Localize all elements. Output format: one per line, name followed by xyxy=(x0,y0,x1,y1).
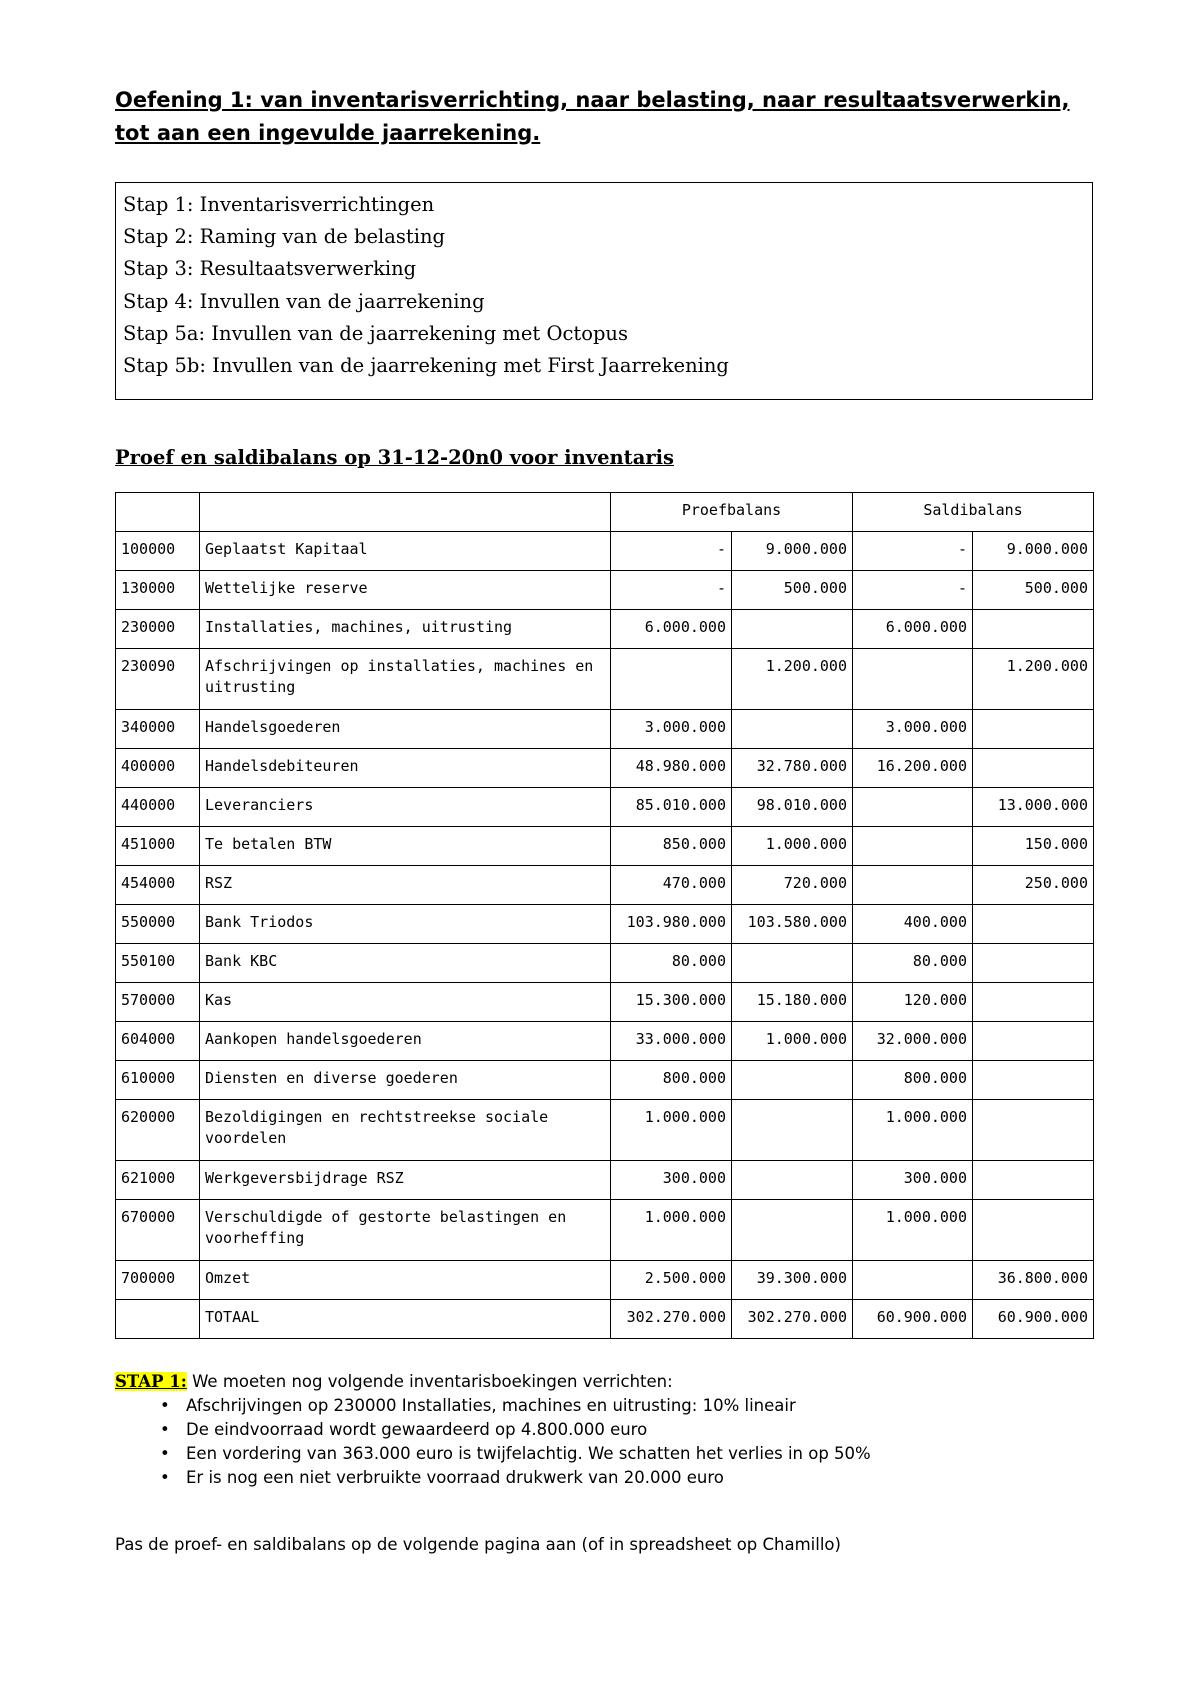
table-row xyxy=(116,1261,1094,1300)
table-row xyxy=(116,905,1094,944)
proef-debet-cell: - xyxy=(611,532,732,571)
proef-debet-cell: 85.010.000 xyxy=(611,788,732,827)
account-code-cell: 620000 xyxy=(116,1100,200,1161)
step-item: Stap 3: Resultaatsverwerking xyxy=(123,257,417,281)
proef-debet-cell: 6.000.000 xyxy=(611,610,732,649)
stap1-section xyxy=(115,1370,1105,1490)
account-code-cell: 570000 xyxy=(116,983,200,1022)
saldi-credit-cell: 36.800.000 xyxy=(973,1261,1094,1300)
saldi-debet-cell xyxy=(853,788,973,827)
proef-credit-cell xyxy=(732,610,853,649)
table-row xyxy=(116,710,1094,749)
saldi-debet-cell: - xyxy=(853,532,973,571)
proef-credit-cell: 98.010.000 xyxy=(732,788,853,827)
saldi-debet-cell: 1.000.000 xyxy=(853,1100,973,1161)
account-code-cell: 230000 xyxy=(116,610,200,649)
document-title-line-1: Oefening 1: van inventarisverrichting, naar belasting, naar resultaatsverwerkin, xyxy=(115,88,1070,112)
account-name-cell: TOTAAL xyxy=(200,1300,611,1339)
header-name-cell xyxy=(200,493,611,532)
proef-credit-cell: 302.270.000 xyxy=(732,1300,853,1339)
proef-debet-cell: 48.980.000 xyxy=(611,749,732,788)
table-header-row xyxy=(116,493,1094,532)
table-row xyxy=(116,1061,1094,1100)
steps-box xyxy=(115,182,1093,400)
account-code-cell: 100000 xyxy=(116,532,200,571)
saldi-debet-cell xyxy=(853,827,973,866)
table-row xyxy=(116,1022,1094,1061)
proef-credit-cell xyxy=(732,944,853,983)
document-title-line-2: tot aan een ingevulde jaarrekening. xyxy=(115,121,541,145)
saldi-debet-cell: 800.000 xyxy=(853,1061,973,1100)
account-name-cell: Bank KBC xyxy=(200,944,611,983)
account-code-cell: 610000 xyxy=(116,1061,200,1100)
account-code-cell: 230090 xyxy=(116,649,200,710)
saldi-debet-cell: 1.000.000 xyxy=(853,1200,973,1261)
proef-debet-cell: 3.000.000 xyxy=(611,710,732,749)
proef-debet-cell: 33.000.000 xyxy=(611,1022,732,1061)
table-row xyxy=(116,1100,1094,1161)
account-name-cell: Geplaatst Kapitaal xyxy=(200,532,611,571)
header-code-cell xyxy=(116,493,200,532)
account-code-cell: 340000 xyxy=(116,710,200,749)
saldi-debet-cell: 300.000 xyxy=(853,1161,973,1200)
proef-credit-cell: 1.000.000 xyxy=(732,1022,853,1061)
proef-credit-cell xyxy=(732,1200,853,1261)
proef-debet-cell: 103.980.000 xyxy=(611,905,732,944)
proef-debet-cell: 300.000 xyxy=(611,1161,732,1200)
saldi-debet-cell: 32.000.000 xyxy=(853,1022,973,1061)
proef-credit-cell: 1.200.000 xyxy=(732,649,853,710)
header-proefbalans: Proefbalans xyxy=(611,493,853,532)
saldi-credit-cell xyxy=(973,610,1094,649)
step-item: Stap 4: Invullen van de jaarrekening xyxy=(123,289,485,313)
account-name-cell: Handelsgoederen xyxy=(200,710,611,749)
account-name-cell: Handelsdebiteuren xyxy=(200,749,611,788)
table-row xyxy=(116,532,1094,571)
account-name-cell: Wettelijke reserve xyxy=(200,571,611,610)
saldi-debet-cell xyxy=(853,1261,973,1300)
saldi-debet-cell xyxy=(853,649,973,710)
account-code-cell: 670000 xyxy=(116,1200,200,1261)
saldi-credit-cell xyxy=(973,983,1094,1022)
proef-debet-cell: - xyxy=(611,571,732,610)
account-code-cell: 130000 xyxy=(116,571,200,610)
saldi-credit-cell: 9.000.000 xyxy=(973,532,1094,571)
saldi-debet-cell: 6.000.000 xyxy=(853,610,973,649)
account-name-cell: Werkgeversbijdrage RSZ xyxy=(200,1161,611,1200)
account-code-cell: 440000 xyxy=(116,788,200,827)
proef-credit-cell: 32.780.000 xyxy=(732,749,853,788)
account-name-cell: Afschrijvingen op installaties, machines en uitrusting xyxy=(200,649,611,710)
proef-debet-cell: 800.000 xyxy=(611,1061,732,1100)
account-name-cell: Omzet xyxy=(200,1261,611,1300)
saldi-debet-cell: 60.900.000 xyxy=(853,1300,973,1339)
list-item: • Er is nog een niet verbruikte voorraad drukwerk van 20.000 euro xyxy=(186,1466,1105,1490)
account-name-cell: Bezoldigingen en rechtstreekse sociale voordelen xyxy=(200,1100,611,1161)
account-name-cell: Aankopen handelsgoederen xyxy=(200,1022,611,1061)
proef-debet-cell: 1.000.000 xyxy=(611,1100,732,1161)
saldi-credit-cell: 250.000 xyxy=(973,866,1094,905)
table-row xyxy=(116,944,1094,983)
account-name-cell: Kas xyxy=(200,983,611,1022)
proef-credit-cell: 15.180.000 xyxy=(732,983,853,1022)
proef-credit-cell xyxy=(732,710,853,749)
account-name-cell: Bank Triodos xyxy=(200,905,611,944)
step-item: Stap 1: Inventarisverrichtingen xyxy=(123,193,435,216)
footer-note: Pas de proef- en saldibalans op de volgende pagina aan (of in spreadsheet op Chamillo) xyxy=(115,1535,841,1554)
proef-credit-cell: 9.000.000 xyxy=(732,532,853,571)
table-row xyxy=(116,788,1094,827)
proef-credit-cell xyxy=(732,1061,853,1100)
proef-debet-cell: 302.270.000 xyxy=(611,1300,732,1339)
saldi-debet-cell xyxy=(853,866,973,905)
list-item: • Een vordering van 363.000 euro is twijfelachtig. We schatten het verlies in op 50% xyxy=(186,1442,1105,1466)
account-name-cell: Diensten en diverse goederen xyxy=(200,1061,611,1100)
saldi-debet-cell: 400.000 xyxy=(853,905,973,944)
saldi-credit-cell xyxy=(973,749,1094,788)
saldi-debet-cell: - xyxy=(853,571,973,610)
account-code-cell: 604000 xyxy=(116,1022,200,1061)
list-item: • De eindvoorraad wordt gewaardeerd op 4.800.000 euro xyxy=(186,1418,1105,1442)
saldi-debet-cell: 120.000 xyxy=(853,983,973,1022)
proef-debet-cell: 15.300.000 xyxy=(611,983,732,1022)
table-row xyxy=(116,610,1094,649)
table-row xyxy=(116,749,1094,788)
table-row xyxy=(116,649,1094,710)
stap1-intro: We moeten nog volgende inventarisboekingen verrichten: xyxy=(186,1372,673,1391)
proef-credit-cell: 720.000 xyxy=(732,866,853,905)
saldi-credit-cell: 1.200.000 xyxy=(973,649,1094,710)
balance-table xyxy=(115,492,1094,1339)
step-item: Stap 2: Raming van de belasting xyxy=(123,225,446,249)
account-name-cell: RSZ xyxy=(200,866,611,905)
saldi-credit-cell: 60.900.000 xyxy=(973,1300,1094,1339)
step-item: Stap 5b: Invullen van de jaarrekening met First Jaarrekening xyxy=(123,354,729,378)
proef-debet-cell xyxy=(611,649,732,710)
table-row xyxy=(116,866,1094,905)
saldi-debet-cell: 16.200.000 xyxy=(853,749,973,788)
proef-credit-cell xyxy=(732,1161,853,1200)
account-code-cell xyxy=(116,1300,200,1339)
saldi-credit-cell: 13.000.000 xyxy=(973,788,1094,827)
table-row xyxy=(116,1161,1094,1200)
account-code-cell: 454000 xyxy=(116,866,200,905)
saldi-credit-cell xyxy=(973,1161,1094,1200)
list-item: • Afschrijvingen op 230000 Installaties, machines en uitrusting: 10% lineair xyxy=(186,1394,1105,1418)
proef-debet-cell: 1.000.000 xyxy=(611,1200,732,1261)
account-name-cell: Installaties, machines, uitrusting xyxy=(200,610,611,649)
proef-debet-cell: 2.500.000 xyxy=(611,1261,732,1300)
stap1-list xyxy=(115,1394,1105,1490)
proef-credit-cell: 103.580.000 xyxy=(732,905,853,944)
saldi-credit-cell xyxy=(973,1061,1094,1100)
stap1-label: STAP 1: xyxy=(115,1372,187,1391)
saldi-credit-cell xyxy=(973,905,1094,944)
table-row xyxy=(116,983,1094,1022)
table-row xyxy=(116,571,1094,610)
saldi-debet-cell: 3.000.000 xyxy=(853,710,973,749)
saldi-credit-cell xyxy=(973,944,1094,983)
account-name-cell: Leveranciers xyxy=(200,788,611,827)
saldi-debet-cell: 80.000 xyxy=(853,944,973,983)
proef-credit-cell xyxy=(732,1100,853,1161)
account-code-cell: 550100 xyxy=(116,944,200,983)
account-code-cell: 700000 xyxy=(116,1261,200,1300)
balance-table-title: Proef en saldibalans op 31-12-20n0 voor inventaris xyxy=(115,446,674,469)
account-code-cell: 451000 xyxy=(116,827,200,866)
account-code-cell: 400000 xyxy=(116,749,200,788)
proef-credit-cell: 500.000 xyxy=(732,571,853,610)
account-code-cell: 621000 xyxy=(116,1161,200,1200)
saldi-credit-cell: 150.000 xyxy=(973,827,1094,866)
table-total-row xyxy=(116,1300,1094,1339)
proef-debet-cell: 850.000 xyxy=(611,827,732,866)
table-row xyxy=(116,1200,1094,1261)
saldi-credit-cell xyxy=(973,1100,1094,1161)
account-name-cell: Verschuldigde of gestorte belastingen en voorheffing xyxy=(200,1200,611,1261)
proef-credit-cell: 39.300.000 xyxy=(732,1261,853,1300)
stap1-intro-line xyxy=(115,1370,1105,1394)
account-code-cell: 550000 xyxy=(116,905,200,944)
header-saldibalans: Saldibalans xyxy=(853,493,1094,532)
saldi-credit-cell xyxy=(973,710,1094,749)
saldi-credit-cell: 500.000 xyxy=(973,571,1094,610)
saldi-credit-cell xyxy=(973,1200,1094,1261)
proef-credit-cell: 1.000.000 xyxy=(732,827,853,866)
proef-debet-cell: 80.000 xyxy=(611,944,732,983)
document-title xyxy=(115,84,1105,150)
account-name-cell: Te betalen BTW xyxy=(200,827,611,866)
table-row xyxy=(116,827,1094,866)
proef-debet-cell: 470.000 xyxy=(611,866,732,905)
step-item: Stap 5a: Invullen van de jaarrekening met Octopus xyxy=(123,321,629,345)
saldi-credit-cell xyxy=(973,1022,1094,1061)
